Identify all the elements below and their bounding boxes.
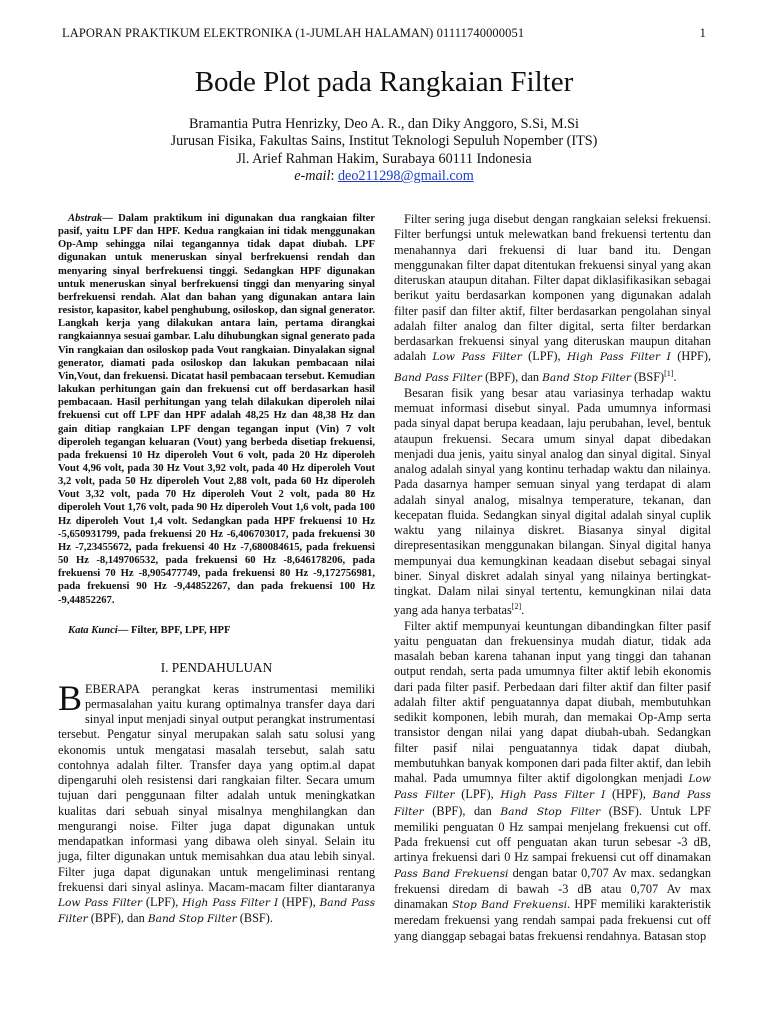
term-bpf: Band Pass Filter	[58, 897, 376, 926]
r-term-hpf: High Pass Filter I	[566, 351, 671, 364]
r-abbr-bpf: (BPF), dan	[485, 369, 540, 384]
r-abbr-lpf: (LPF),	[528, 349, 561, 364]
keywords	[58, 625, 375, 636]
abbr-bsf: (BSF).	[239, 911, 273, 926]
r2-term-bsf: Band Stop Filter	[500, 805, 601, 818]
p1-text: Filter sering juga disebut dengan rangkaian seleksi frekuensi. Filter berfungsi untuk melewatkan band frekuensi tertentu dan menahannya dari frekuensi di luar band itu. Dengan menggunakan filter dapat ditentukan frekuensi sinyal yang akan diteruskan ataupun ditahan. Filter dapat diklasifikasikan sebagai berikut yaitu berdasarkan komponen yang digunakan adalah filter pasif dan filter aktif, filter berdasarkan pengolahan sinyal adalah filter analog dan filter digital, serta filter berdarkan berdasarkan frekuensi sinyal yang diteruskan maupun ditahan adalah	[394, 212, 711, 364]
p3-text-a: Filter aktif mempunyai keuntungan dibandingkan filter pasif yaitu penguatan dan frekuensinya mudah diatur, tidak ada masalah beban karena tahanan input yang tinggi dan tahanan output rendah, serta pada umumnya filter aktif lebih ekonomis dari pada filter pasif. Perbedaan dari filter aktif dan filter pasif adalah filter aktif penguatannya dapat diubah, membutuhkan sedikit komponen, lebih murah, dan memakai Op-Amp serta transistor dengan nilai yang dapat diubah-ubah. Sedangkan filter pasif nilai penguatannya tidak dapat diubah, membutuhkan banyak komponen dari pada filter aktif, dan lebih mahal. Pada umumnya filter aktif digolongkan menjadi	[394, 618, 711, 786]
r-term-bsf: Band Stop Filter	[542, 371, 631, 384]
p3-text-d: HPF memiliki karakteristik meredam frekuensi yang rendah sampai pada frekuensi cut off yang dianggap sebagai batas frekuensi rendahnya. Batasan stop	[394, 897, 711, 943]
term-lpf: Low Pass Filter	[58, 897, 143, 910]
abbr-bpf: (BPF), dan	[90, 911, 145, 926]
intro-text: EBERAPA perangkat keras instrumentasi memiliki permasalahan yaitu kurang optimalnya transfer daya dari sinyal input menjadi sinyal output perangkat instrumentasi tersebut. Pengatur sinyal merupakan salah satu solusi yang ekonomis untuk mengatasi masalah tersebut, salah satu contohnya adalah filter. Transfer daya yang optim.al dapat dipengaruhi oleh resistensi dari rangkaian filter. Secara umum tujuan dari penggunaan filter adalah untuk meningkatkan kualitas dari sebuah sinyal misalnya menghilangkan dan mengurangi noise. Filter juga dapat digunakan untuk mendapatkan informasi yang dibawa oleh sinyal. Selain itu juga, filter digunakan untuk memisahkan dua atau lebih sinyal. Filter juga dapat digunakan untuk mengeliminasi rentang frekuensi dari sinyal aslinya. Macam-macam filter diantaranya	[58, 681, 375, 894]
ref-1: [1]	[664, 368, 674, 378]
p3-text-b: Untuk LPF memiliki penguatan 0 Hz sampai menjelang frekuensi cut off. Pada frekuensi cut off penguatan akan turun sebesar -3 dB, artinya frekuensi dari 0 Hz sampai frekuensi cut off dinamakan	[394, 803, 711, 865]
section-heading: I. PENDAHULUAN	[160, 659, 273, 675]
right-column	[394, 212, 711, 944]
term-hpf: High Pass Filter I	[182, 897, 279, 910]
running-header	[62, 26, 706, 41]
r-term-lpf: Low Pass Filter	[432, 351, 522, 364]
p2-text: Besaran fisik yang besar atau variasinya terhadap waktu memuat informasi disebut sinyal. Pada umumnya informasi pada sinyal dapat berupa keadaan, laju perubahan, level, bentuk ataupun frekuensi. Secara umum sinyal dapat dibedakan menjadi dua jenis, yaitu sinyal analog dan sinyal digital. Sinyal analog adalah sinyal yang kontinu terhadap waktu dan nilainya. Pada dasarnya hamper semuan sinyal yang terdapat di alam adalah sinyal analog, misalnya temperature, tekanan, dan kecepatan fluida. Sedangkan sinyal digital adalah sinyal cuplik waktu yang nilainya diskret. Biasanya sinyal digital direpresentasikan menggunakan bilangan. Sinyal digital hanya mempunyai dua kemungkinan keadaan disebut sebagai sinyal biner. Sinyal diskret adalah sinyal yang nilainya bertingkat-tingkat. Dalam nilai sinyal tertentu, kemungkinan nilai data yang ada hanya terbatas	[394, 385, 711, 618]
term-pass-band: Pass Band Frekuensi	[394, 867, 509, 880]
running-title: LAPORAN PRAKTIKUM ELEKTRONIKA (1-JUMLAH HALAMAN) 01111740000051	[62, 26, 525, 40]
term-stop-band: Stop Band Frekuensi	[452, 899, 568, 912]
keywords-text: — Filter, BPF, LPF, HPF	[117, 624, 231, 636]
affiliation: Jurusan Fisika, Fakultas Sains, Institut Teknologi Sepuluh Nopember (ITS)	[170, 133, 598, 150]
abbr-hpf: (HPF),	[281, 895, 316, 910]
r2-term-bpf: Band Pass Filter	[394, 789, 711, 818]
abstract-label: Abstrak	[68, 213, 103, 224]
page-number: 1	[699, 26, 706, 40]
paper-title: Bode Plot pada Rangkaian Filter	[194, 66, 574, 98]
intro-paragraph	[58, 677, 376, 928]
abstract	[58, 212, 375, 607]
right-paragraph-3: Filter aktif mempunyai keuntungan dibandingkan filter pasif yaitu penguatan dan frekuensinya mudah diatur, tidak ada masalah beban karena tahanan input yang tinggi dan tahanan output rendah, serta pada umumnya filter aktif lebih ekonomis dari pada filter pasif. Perbedaan dari filter aktif dan filter pasif adalah filter aktif penguatannya dapat diubah, membutuhkan sedikit komponen, lebih murah, dan memakai Op-Amp serta transistor dengan nilai yang dapat diubah-ubah. Sedangkan filter pasif nilai penguatannya tidak dapat diubah, membutuhkan banyak komponen dari pada filter aktif, dan lebih mahal. Pada umumnya filter aktif digolongkan menjadi Low Pass Filter (LPF), High Pass Filter I (HPF), Band Pass Filter (BPF), dan Band Stop Filter (BSF). Untuk LPF memiliki penguatan 0 Hz sampai menjelang frekuensi cut off. Pada frekuensi cut off penguatan akan turun sebesar -3 dB, artinya frekuensi dari 0 Hz sampai frekuensi cut off dinamakan Pass Band Frekuensi dengan batar 0,707 Av max. sedangkan frekuensi diredam di bawah -3 dB atau 0,707 Av max dinamakan Stop Band Frekuensi. HPF memiliki karakteristik meredam frekuensi yang rendah sampai pada frekuensi cut off yang dianggap sebagai batas frekuensi rendahnya. Batasan stop	[394, 618, 712, 943]
left-column	[58, 212, 375, 928]
email-link[interactable]: deo211298@gmail.com	[337, 168, 474, 185]
term-bsf: Band Stop Filter	[147, 913, 237, 926]
ref-2: [2]	[511, 602, 522, 612]
drop-cap: B	[58, 677, 83, 718]
p3-text-c: dengan batar 0,707 Av max. sedangkan frekuensi diredam di bawah -3 dB atau 0,707 Av max dinamakan	[394, 865, 712, 912]
author-block	[0, 116, 768, 186]
address: Jl. Arief Rahman Hakim, Surabaya 60111 Indonesia	[236, 150, 532, 167]
right-paragraph-2: Besaran fisik yang besar atau variasinya terhadap waktu memuat informasi disebut sinyal. Pada umumnya informasi pada sinyal dapat berupa keadaan, laju perubahan, level, bentuk ataupun frekuensi. Secara umum sinyal dapat dibedakan menjadi dua jenis, yaitu sinyal analog dan sinyal digital. Sinyal analog adalah sinyal yang kontinu terhadap waktu dan nilainya. Pada dasarnya hamper semuan sinyal yang terdapat di alam adalah sinyal analog, misalnya temperature, tekanan, dan kecepatan fluida. Sedangkan sinyal digital adalah sinyal cuplik waktu yang nilainya diskret. Biasanya sinyal digital direpresentasikan menggunakan bilangan. Sinyal digital hanya mempunyai dua kemungkinan keadaan disebut sebagai sinyal biner. Sinyal diskret adalah sinyal yang nilainya bertingkat-tingkat. Dalam nilai sinyal tertentu, kemungkinan nilai data yang ada hanya terbatas[2].	[394, 385, 711, 618]
r2-term-hpf: High Pass Filter I	[500, 789, 606, 802]
r2-term-lpf: Low Pass Filter	[394, 773, 711, 802]
author-names: Bramantia Putra Henrizky, Deo A. R., dan Diky Anggoro, S.Si, M.Si	[189, 116, 579, 132]
r-abbr-hpf: (HPF),	[677, 349, 712, 364]
abstract-text: — Dalam praktikum ini digunakan dua rangkaian filter pasif, yaitu LPF dan HPF. Kedua rangkaian ini tidak menggunakan Op-Amp sehingga nilai tegangannya tidak dapat diubah. LPF digunakan untuk meneruskan sinyal berfrekuensi rendah dan menyaring sinyal berfrekuensi tinggi. Sedangkan HPF digunakan untuk meneruskan sinyal berfrekuensi tinggi dan menyaring sinyal berfrekuensi rendah. Alat dan bahan yang digunakan antara lain resistor, kapasitor, kabel penghubung, osiloskop, dan signal generator. Langkah kerja yang dilakukan antara lain, pertama dirangkai rangkaiannya sesuai gambar. Lalu dihubungkan signal generato pada Vin rangkaian dan osiloskop pada Vout rangkaian. Dinyalakan signal generator, diamati pada osiloskop dan lakukan pembacaan nilai Vin,Vout, dan frekuensi. Dicatat hasil pembacaan tersebut. Kemudian lakukan perhitungan gain dan frekuensi cut off berdasarkan hasil pembacaan. Hasil perhitungan yang telah dilakukan diperoleh nilai frekuensi cut off LPF dan HPF adalah 48,25 Hz dan 48,38 Hz dan gain ditiap rangkaian LPF dengan tegangan input (Vin) 7 volt diperoleh tegangan keluaran (Vout) yang berbeda disetiap frekuensi, pada frekuensi 10 Hz diperoleh Vout 6 volt, pada 20 Hz diperoleh Vout 4,96 volt, pada 30 Hz Vout 3,92 volt, pada 40 Hz diperoleh Vout 3,2 volt, pada 50 Hz diperoleh Vout 2,88 volt, pada 60 Hz diperoleh Vout 3,32 volt, pada 70 Hz diperoleh Vout 2 volt, pada 80 Hz diperoleh Vout 1,76 volt, pada 90 Hz diperoleh Vout 1,6 volt, pada 100 Hz diperoleh Vout 1,4 volt. Sedangkan pada HPF frekuensi 10 Hz -5,650931799, pada frekuensi 20 Hz -6,406703017, pada frekuensi 30 Hz -7,23455672, pada frekuensi 40 Hz -7,680084615, pada frekuensi 50 Hz -8,149706532, pada frekuensi 60 Hz -8,646178206, pada frekuensi 70 Hz -8,905477749, pada frekuensi 80 Hz -9,172756981, pada frekuensi 90 Hz -9,44852267, dan pada frekuensi 100 Hz -9,44852267.	[58, 213, 375, 606]
r-term-bpf: Band Pass Filter	[394, 371, 482, 384]
email-line: e-mail: deo211298@gmail.com	[294, 168, 474, 185]
keywords-label: Kata Kunci	[68, 624, 118, 636]
right-paragraph-1: Filter sering juga disebut dengan rangkaian seleksi frekuensi. Filter berfungsi untuk melewatkan band frekuensi tertentu dan menahannya dari frekuensi di luar band itu. Dengan menggunakan filter dapat ditentukan frekuensi sinyal yang akan diteruskan ataupun ditahan. Filter dapat diklasifikasikan sebagai berikut yaitu berdasarkan komponen yang digunakan adalah filter pasif dan filter aktif, filter berdasarkan pengolahan sinyal adalah filter analog dan filter digital, serta filter berdarkan berdasarkan frekuensi sinyal yang diteruskan maupun ditahan adalah Low Pass Filter (LPF), High Pass Filter I (HPF), Band Pass Filter (BPF), dan Band Stop Filter (BSF)[1].	[394, 212, 712, 384]
abbr-lpf: (LPF),	[145, 895, 179, 910]
email-label: e-mail	[294, 168, 331, 185]
